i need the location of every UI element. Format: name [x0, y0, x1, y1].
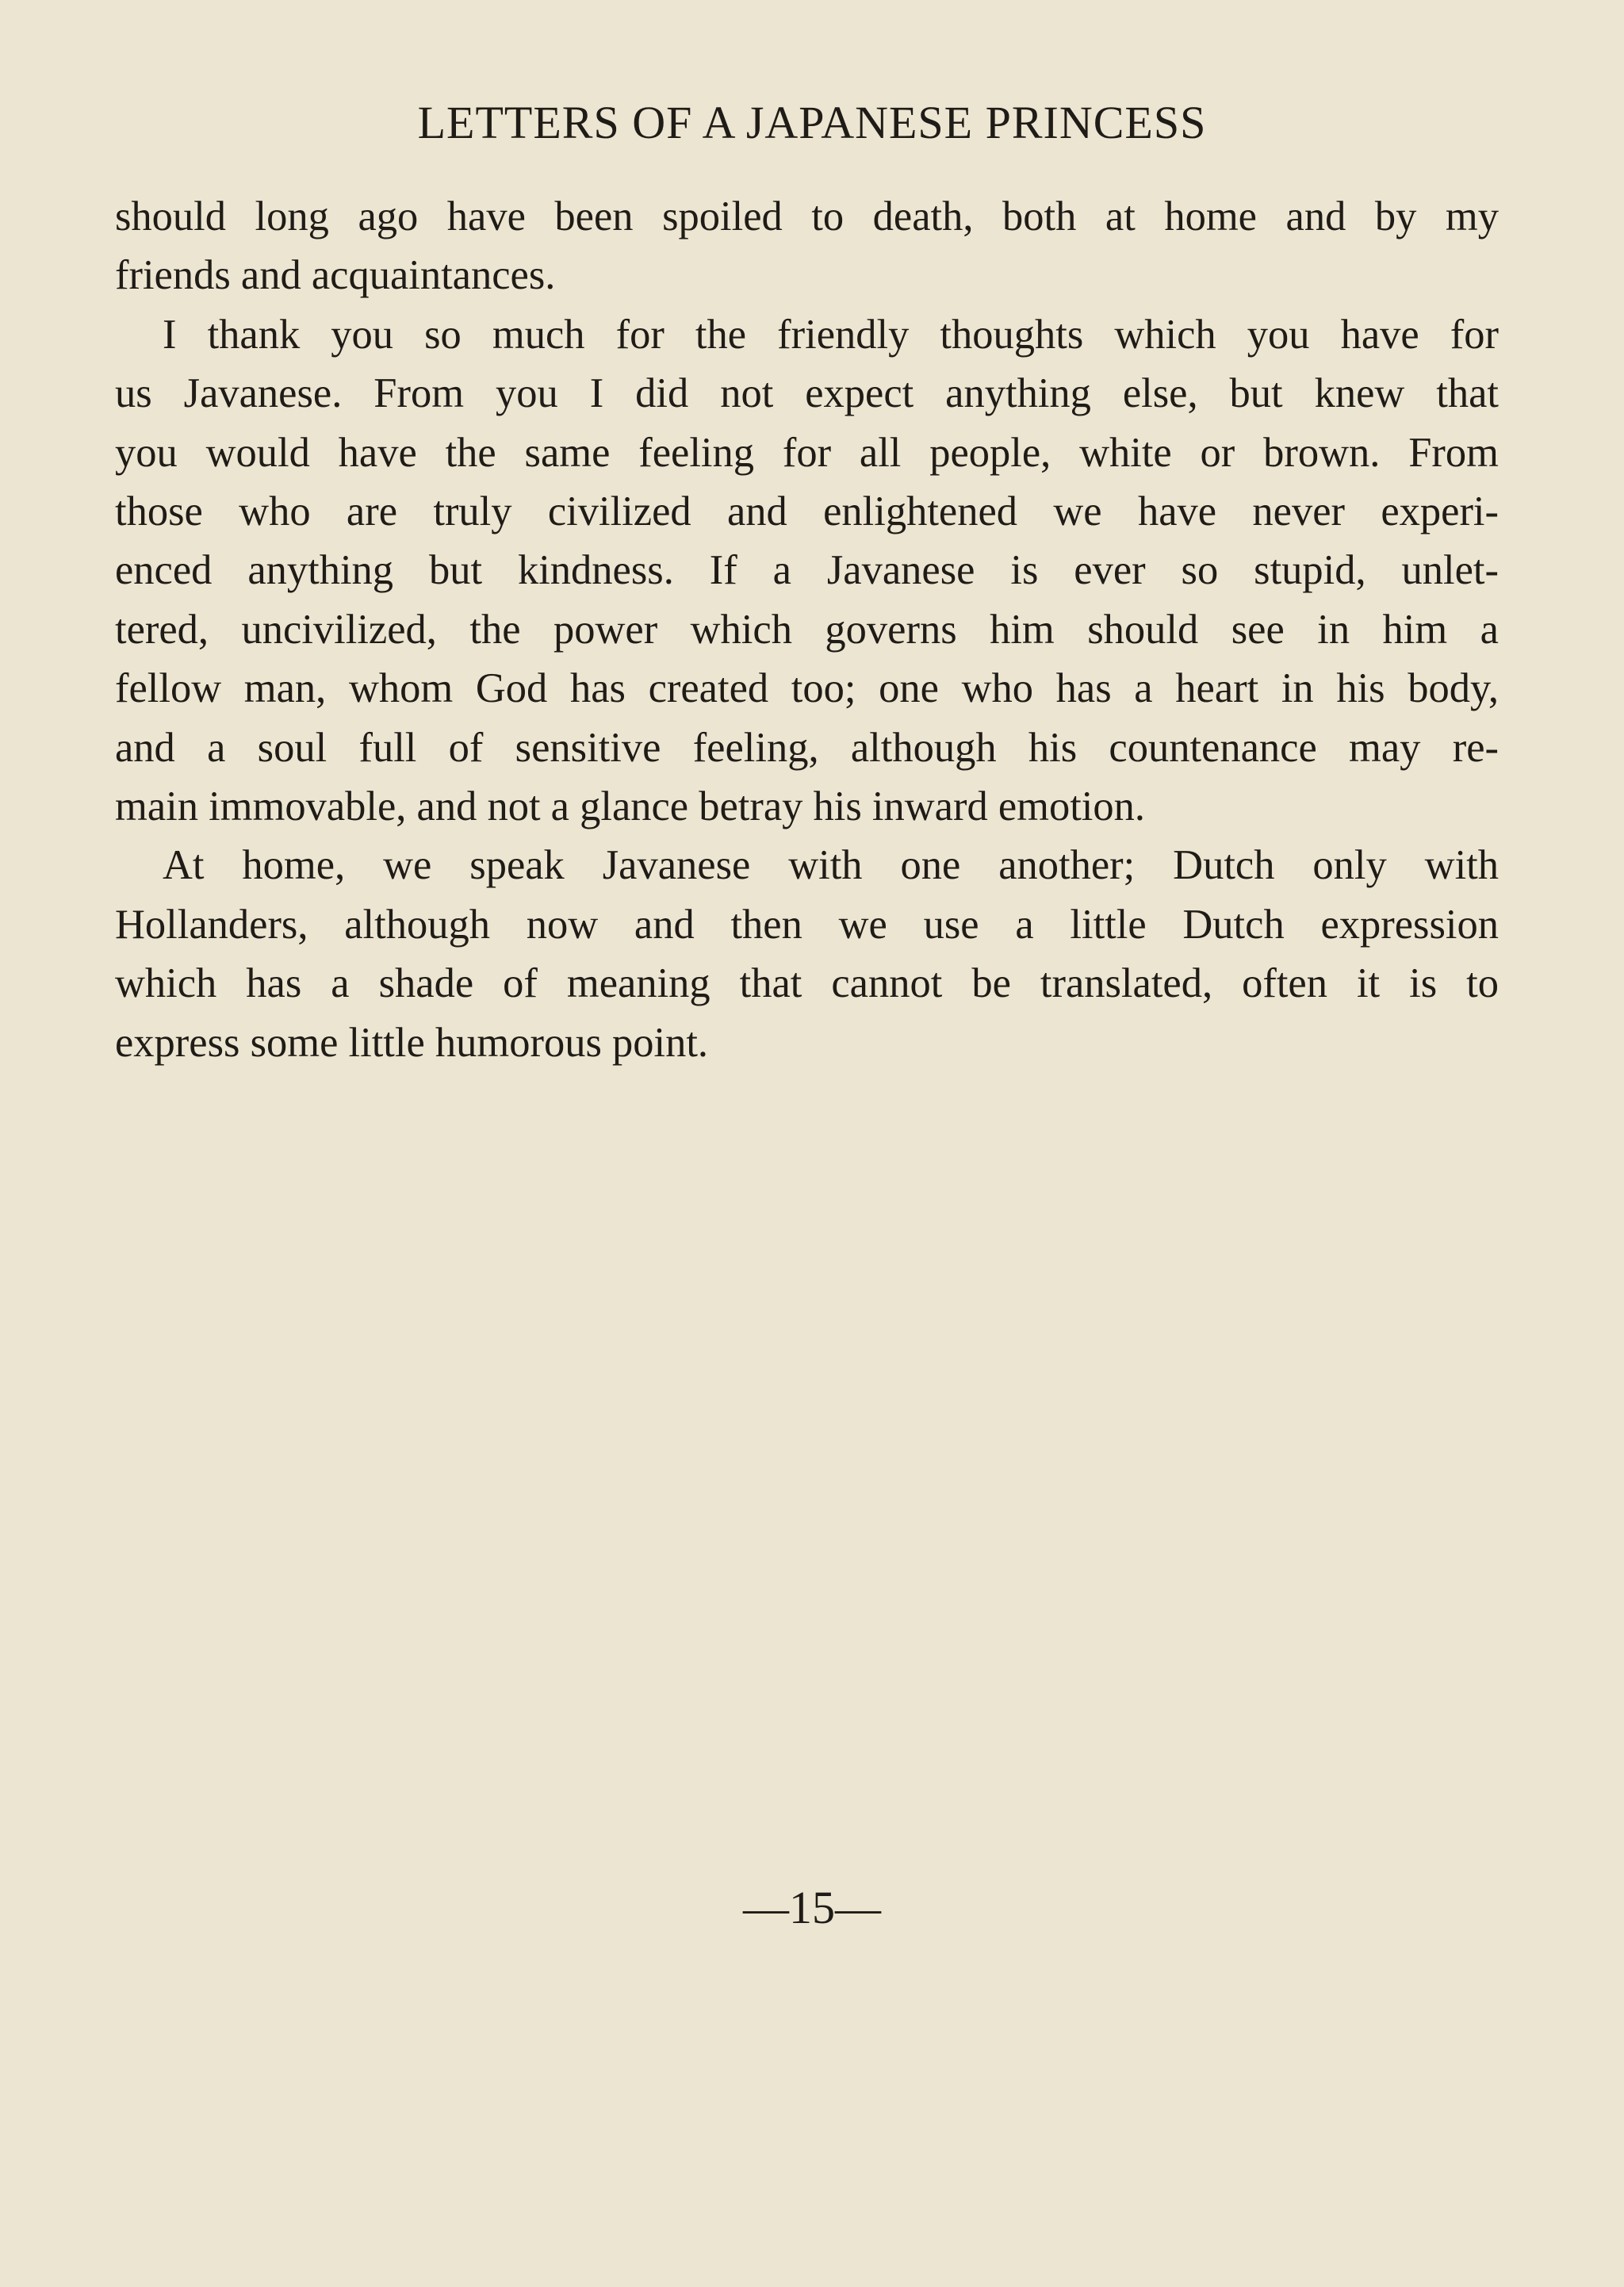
text-line: those who are truly civilized and enlightened we have never experi-	[115, 488, 1499, 535]
text-line: Hollanders, although now and then we use a little Dutch expression	[115, 901, 1499, 948]
text-line: should long ago have been spoiled to death, both at home and by my	[115, 193, 1499, 239]
text-line: friends and acquaintances.	[115, 252, 556, 299]
paragraph-3	[115, 836, 1499, 1072]
text-line: main immovable, and not a glance betray his inward emotion.	[115, 783, 1146, 830]
text-line: us Javanese. From you I did not expect anything else, but knew that	[115, 370, 1499, 417]
text-line: which has a shade of meaning that cannot be translated, often it is to	[115, 960, 1499, 1007]
page-number: —15—	[743, 1882, 881, 1933]
text-line: and a soul full of sensitive feeling, although his countenance may re-	[115, 724, 1499, 771]
text-line: express some little humorous point.	[115, 1019, 709, 1066]
text-line: enced anything but kindness. If a Javanese is ever so stupid, unlet-	[115, 547, 1499, 594]
text-line: I thank you so much for the friendly thoughts which you have for	[163, 311, 1499, 358]
text-line: fellow man, whom God has created too; one who has a heart in his body,	[115, 665, 1499, 712]
text-line: you would have the same feeling for all people, white or brown. From	[115, 429, 1499, 476]
text-line: tered, uncivilized, the power which governs him should see in him a	[115, 606, 1499, 653]
paragraph-1	[115, 187, 1499, 305]
text-line: At home, we speak Javanese with one another; Dutch only with	[163, 842, 1499, 889]
body-text	[115, 187, 1499, 1072]
paragraph-2	[115, 305, 1499, 837]
running-head: LETTERS OF A JAPANESE PRINCESS	[417, 97, 1207, 148]
